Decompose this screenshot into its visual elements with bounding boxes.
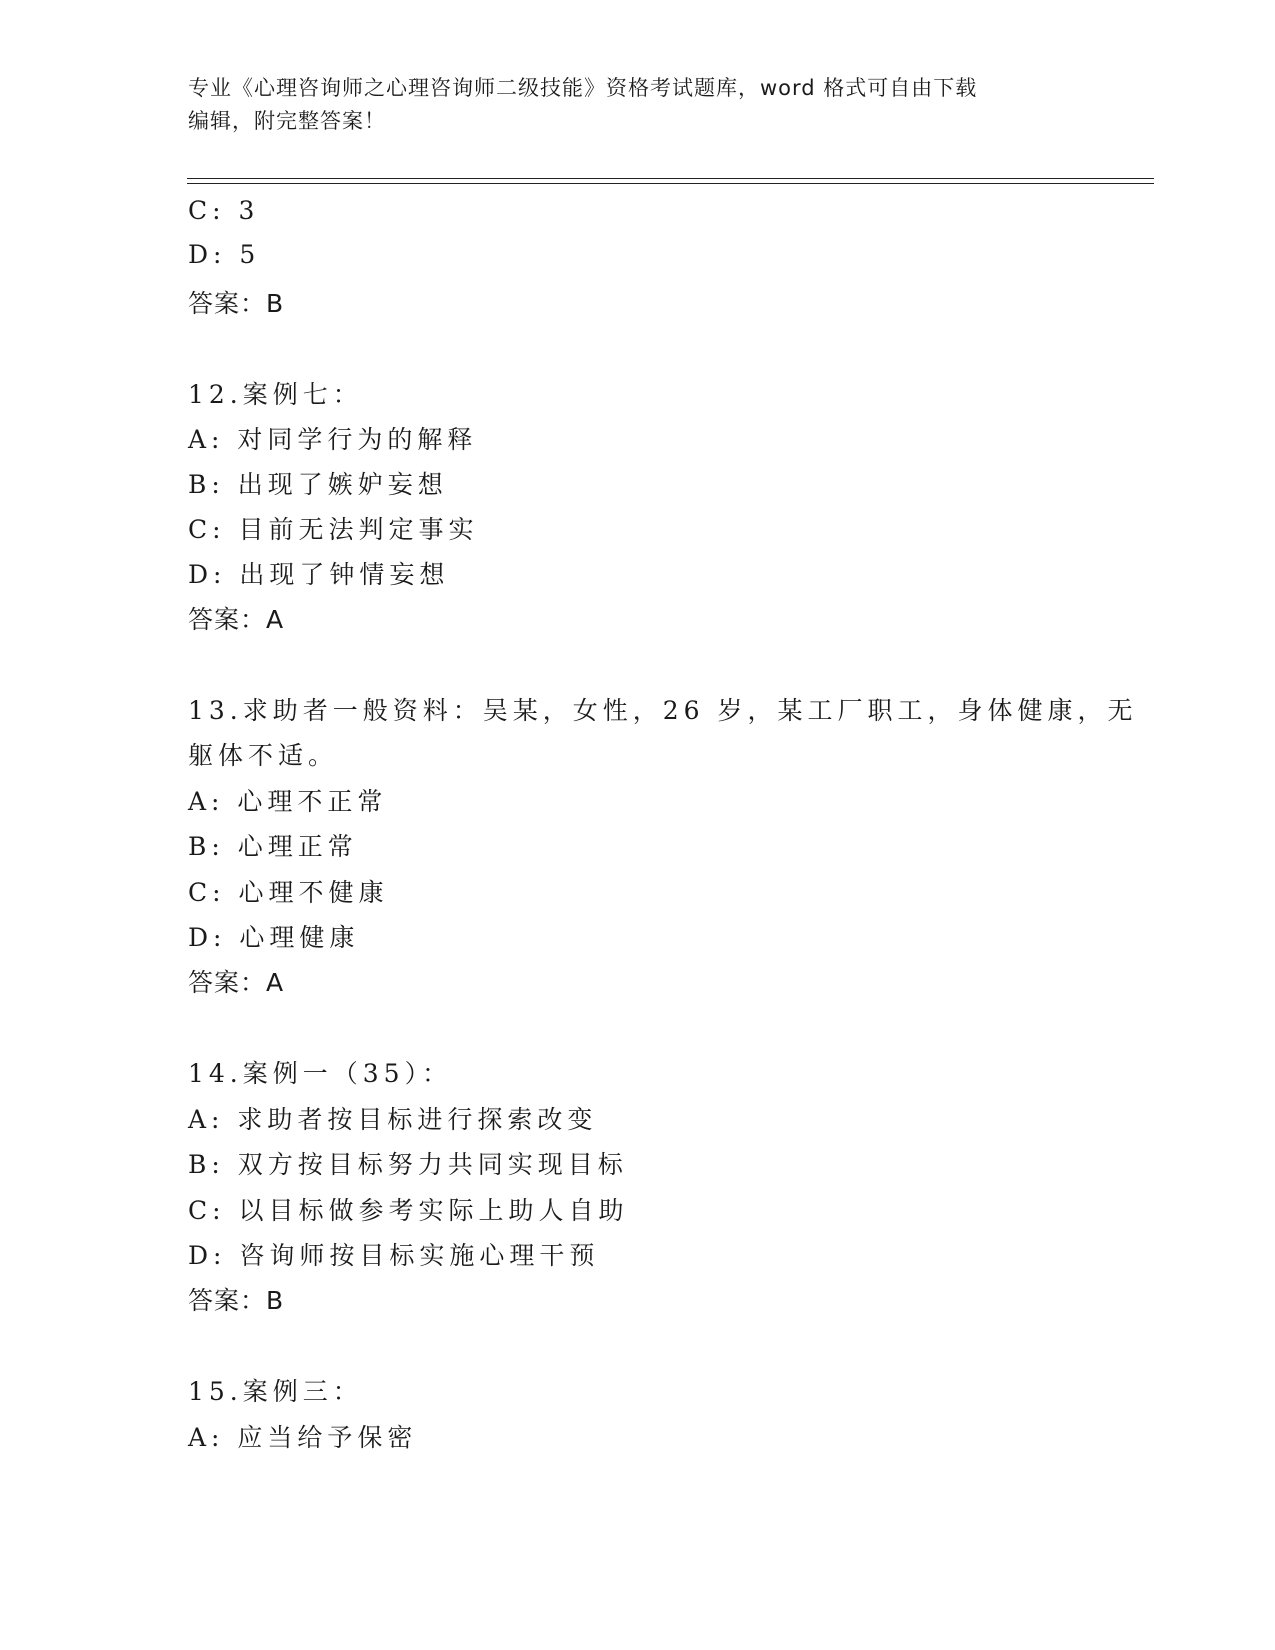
option-line: A: 应当给予保密: [188, 1423, 418, 1452]
header-divider-bottom: [187, 183, 1154, 184]
answer-line: 答案：B: [188, 1286, 285, 1315]
answer-line: 答案：B: [188, 289, 285, 318]
option-line: D: 出现了钟情妄想: [188, 560, 450, 589]
option-line: D: 咨询师按目标实施心理干预: [188, 1241, 600, 1270]
option-line: A: 求助者按目标进行探索改变: [188, 1105, 598, 1134]
option-line: A: 对同学行为的解释: [188, 425, 478, 454]
option-line: B: 心理正常: [188, 832, 358, 861]
question-line: 12.案例七：: [188, 380, 363, 409]
question-line: 14.案例一（35）：: [188, 1059, 453, 1088]
header-divider-top: [187, 178, 1154, 179]
option-line: D: 5: [188, 240, 261, 269]
option-line: C: 目前无法判定事实: [188, 515, 479, 544]
question-line: 躯体不适。: [188, 741, 339, 770]
option-line: C: 以目标做参考实际上助人自助: [188, 1196, 629, 1225]
option-line: B: 双方按目标努力共同实现目标: [188, 1150, 628, 1179]
header-line-1: 专业《心理咨询师之心理咨询师二级技能》资格考试题库，word 格式可自由下载: [188, 76, 978, 100]
option-line: D: 心理健康: [188, 923, 360, 952]
answer-line: 答案：A: [188, 968, 285, 997]
header-line-2: 编辑，附完整答案！: [188, 109, 386, 133]
document-header: [188, 72, 1088, 138]
answer-line: 答案：A: [188, 605, 285, 634]
question-line: 15.案例三：: [188, 1377, 363, 1406]
option-line: C: 心理不健康: [188, 878, 389, 907]
option-line: A: 心理不正常: [188, 787, 388, 816]
option-line: C: 3: [188, 196, 260, 225]
option-line: B: 出现了嫉妒妄想: [188, 470, 448, 499]
question-line: 13.求助者一般资料：吴某，女性，26 岁，某工厂职工，身体健康，无: [188, 696, 1138, 725]
